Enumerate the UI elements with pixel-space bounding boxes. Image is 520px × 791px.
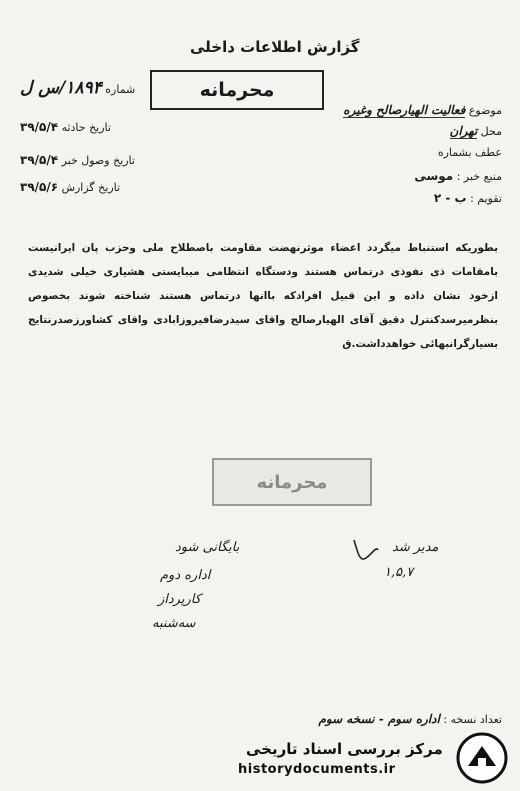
watermark-title: مرکز بررسی اسناد تاریخی — [246, 740, 443, 758]
received-date-field — [20, 153, 135, 167]
event-date-value: ۳۹/۵/۴ — [20, 120, 59, 134]
received-date-value: ۳۹/۵/۴ — [20, 153, 59, 167]
place-value: تهران — [449, 124, 478, 138]
report-date-value: ۳۹/۵/۶ — [20, 180, 59, 194]
subject-field — [343, 103, 502, 117]
subject-label: موضوع — [468, 104, 502, 117]
evaluation-label: تقویم : — [470, 192, 502, 205]
number-value: ۱۸۹۴/س ل — [20, 78, 102, 98]
place-label: محل — [480, 125, 502, 138]
signature-line-2: اداره دوم — [160, 568, 211, 583]
signature-line-1: بایگانی شود — [175, 540, 240, 555]
source-label: منبع خبر : — [456, 170, 502, 183]
handwritten-note: مدیر شد — [392, 540, 439, 555]
report-body: بطوریکه استنباط میگردد اعضاء موثرنهضت مقاومت باصطلاح ملی وحزب پان ایرانیست بامقامات ذی نفوذی درتماس هستند ودستگاه انتظامی میبایستی هشیاری خیلی شدیدی ازخود نشان داده و این قبیل افرادکه باانها درتماس هستند شناخته شوند بخصوص بنظرمیرسدکنترل دقیق آقای الهیارصالح واقای سیدرضافیروزابادی واقای کشاورزصدرنتایج بسیارگرانبهائی خواهدداشت.ق — [28, 242, 498, 350]
evaluation-field — [434, 191, 502, 205]
reference-field — [438, 146, 502, 159]
copies-label: تعداد نسخه : — [443, 713, 502, 726]
place-field — [450, 124, 502, 138]
report-date-field — [20, 180, 120, 194]
signature-line-4: سه‌شنبه — [152, 616, 196, 631]
copies-field — [318, 712, 502, 726]
handwritten-number: ۱,۵,۷ — [384, 565, 414, 580]
source-field — [414, 169, 502, 183]
number-field — [20, 78, 135, 98]
evaluation-value: ب - ۲ — [433, 191, 467, 205]
copies-value: اداره سوم - نسخه سوم — [318, 712, 440, 726]
watermark-url: historydocuments.ir — [238, 762, 396, 777]
event-date-label: تاریخ حادثه — [61, 121, 111, 134]
classification-stamp-faded: محرمانه — [212, 458, 372, 506]
received-date-label: تاریخ وصول خبر — [61, 154, 135, 167]
signature-line-3: کارپرداز — [158, 592, 201, 607]
report-title: گزارش اطلاعات داخلی — [190, 38, 360, 56]
source-value: موسی — [414, 169, 454, 183]
subject-value: فعالیت الهیارصالح وغیره — [343, 103, 466, 117]
reference-label: عطف بشماره — [437, 146, 502, 159]
number-label: شماره — [105, 83, 136, 96]
signature-scribble-icon — [350, 536, 380, 566]
event-date-field — [20, 120, 111, 134]
archive-logo-icon — [456, 732, 508, 784]
report-date-label: تاریخ گزارش — [61, 181, 121, 194]
classification-stamp: محرمانه — [150, 70, 324, 110]
